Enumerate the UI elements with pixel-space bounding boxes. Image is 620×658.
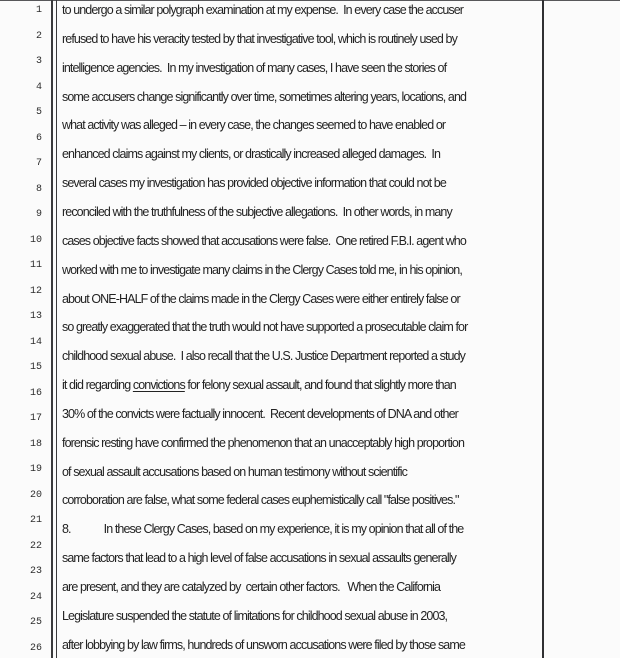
line-number: 20 xyxy=(29,489,42,501)
line-number: 19 xyxy=(29,464,42,475)
line-number: 7 xyxy=(35,158,42,169)
document-line xyxy=(62,349,465,364)
document-line xyxy=(62,436,464,451)
document-line-text: what activity was alleged – in every case, the changes seemed to have enabled or xyxy=(62,118,446,133)
line-number: 6 xyxy=(35,132,42,144)
line-number: 3 xyxy=(35,56,42,67)
document-line-text: of sexual assault accusations based on human testimony without scientific xyxy=(62,464,407,479)
document-line xyxy=(62,609,447,624)
document-line-text: so greatly exaggerated that the truth would not have supported a prosecutable claim for xyxy=(62,320,468,335)
line-number: 4 xyxy=(35,81,42,93)
text-column xyxy=(62,0,542,658)
document-line xyxy=(62,522,463,537)
document-line-text: corroboration are false, what some federal cases euphemistically call "false positives." xyxy=(62,493,459,508)
line-number-column xyxy=(0,0,42,658)
document-line xyxy=(62,176,446,191)
line-number: 24 xyxy=(29,591,42,603)
document-line-text: 30% of the convicts were factually innocent. Recent developments of DNA and other xyxy=(62,406,458,421)
document-line-text: cases objective facts showed that accusations were false. One retired F.B.I. agent who xyxy=(62,233,466,248)
line-number: 5 xyxy=(35,107,42,118)
document-line xyxy=(62,378,456,393)
document-line-text: reconciled with the truthfulness of the subjective allegations. In other words, in many xyxy=(62,204,452,219)
document-line xyxy=(62,551,456,566)
document-line-text: enhanced claims against my clients, or drastically increased alleged damages. In xyxy=(62,147,441,162)
document-line-text: after lobbying by law firms, hundreds of unsworn accusations were filed by those same xyxy=(62,637,465,652)
document-line xyxy=(62,147,440,162)
document-line-text: childhood sexual abuse. I also recall that the U.S. Justice Department reported a study xyxy=(62,349,466,364)
document-line-text: about ONE-HALF of the claims made in the Clergy Cases were either entirely false or xyxy=(62,291,460,306)
line-number: 23 xyxy=(29,566,42,577)
line-number: 16 xyxy=(29,387,42,399)
line-number: 1 xyxy=(35,5,42,16)
document-line-text: worked with me to investigate many claims in the Clergy Cases told me, in his opinion, xyxy=(62,262,462,277)
line-number: 9 xyxy=(35,209,42,220)
document-line xyxy=(62,580,440,595)
document-line-text: several cases my investigation has provided objective information that could not be xyxy=(62,176,446,191)
line-number: 14 xyxy=(29,336,42,348)
document-line-text: 8. xyxy=(62,522,71,537)
document-line xyxy=(62,263,462,278)
line-number: 2 xyxy=(35,30,42,42)
pleading-left-rule-outer xyxy=(51,0,53,658)
document-line-text: In these Clergy Cases, based on my experience, it is my opinion that all of the xyxy=(103,522,464,537)
document-line-text: for felony sexual assault, and found that slightly more than xyxy=(184,378,456,393)
line-number: 25 xyxy=(29,617,42,628)
document-line xyxy=(62,90,466,105)
document-line-text: to undergo a similar polygraph examination at my expense. In every case the accuser xyxy=(62,3,464,17)
document-line-text: forensic resting have confirmed the phenomenon that an unacceptably high proportion xyxy=(62,435,464,450)
document-line xyxy=(62,292,460,307)
document-line-text: refused to have his veracity tested by that investigative tool, which is routinely used by xyxy=(62,31,457,46)
document-line xyxy=(62,407,458,422)
pleading-left-rule-inner xyxy=(56,0,57,658)
line-number: 8 xyxy=(35,183,42,195)
document-line xyxy=(62,3,463,18)
line-number: 11 xyxy=(29,260,42,271)
document-line-text: Legislature suspended the statute of limitations for childhood sexual abuse in 2003, xyxy=(62,608,448,623)
document-line xyxy=(62,61,446,76)
line-number: 22 xyxy=(29,540,42,552)
underlined-text: convictions xyxy=(132,378,185,393)
document-line xyxy=(62,32,457,47)
document-line xyxy=(62,638,465,653)
document-line xyxy=(62,465,407,480)
line-number: 26 xyxy=(29,642,42,654)
line-number: 21 xyxy=(29,515,42,526)
line-number: 18 xyxy=(29,438,42,450)
document-line xyxy=(62,493,459,508)
document-line-text: same factors that lead to a high level of false accusations in sexual assaults generally xyxy=(62,551,456,566)
document-line xyxy=(62,205,452,220)
document-line-text: it did regarding xyxy=(62,378,133,393)
line-number: 17 xyxy=(29,413,42,424)
pleading-right-rule xyxy=(542,0,544,658)
line-number: 12 xyxy=(29,285,42,297)
document-line-text: some accusers change significantly over time, sometimes altering years, locations, and xyxy=(62,89,467,104)
document-line xyxy=(62,320,467,335)
document-line xyxy=(62,234,466,249)
document-line-text: are present, and they are catalyzed by certain other factors. When the California xyxy=(62,580,441,594)
line-number: 15 xyxy=(29,362,42,373)
line-number: 10 xyxy=(29,234,42,246)
line-number: 13 xyxy=(29,311,42,322)
document-line-text: intelligence agencies. In my investigation of many cases, I have seen the stories of xyxy=(62,60,447,75)
document-line xyxy=(62,118,445,133)
